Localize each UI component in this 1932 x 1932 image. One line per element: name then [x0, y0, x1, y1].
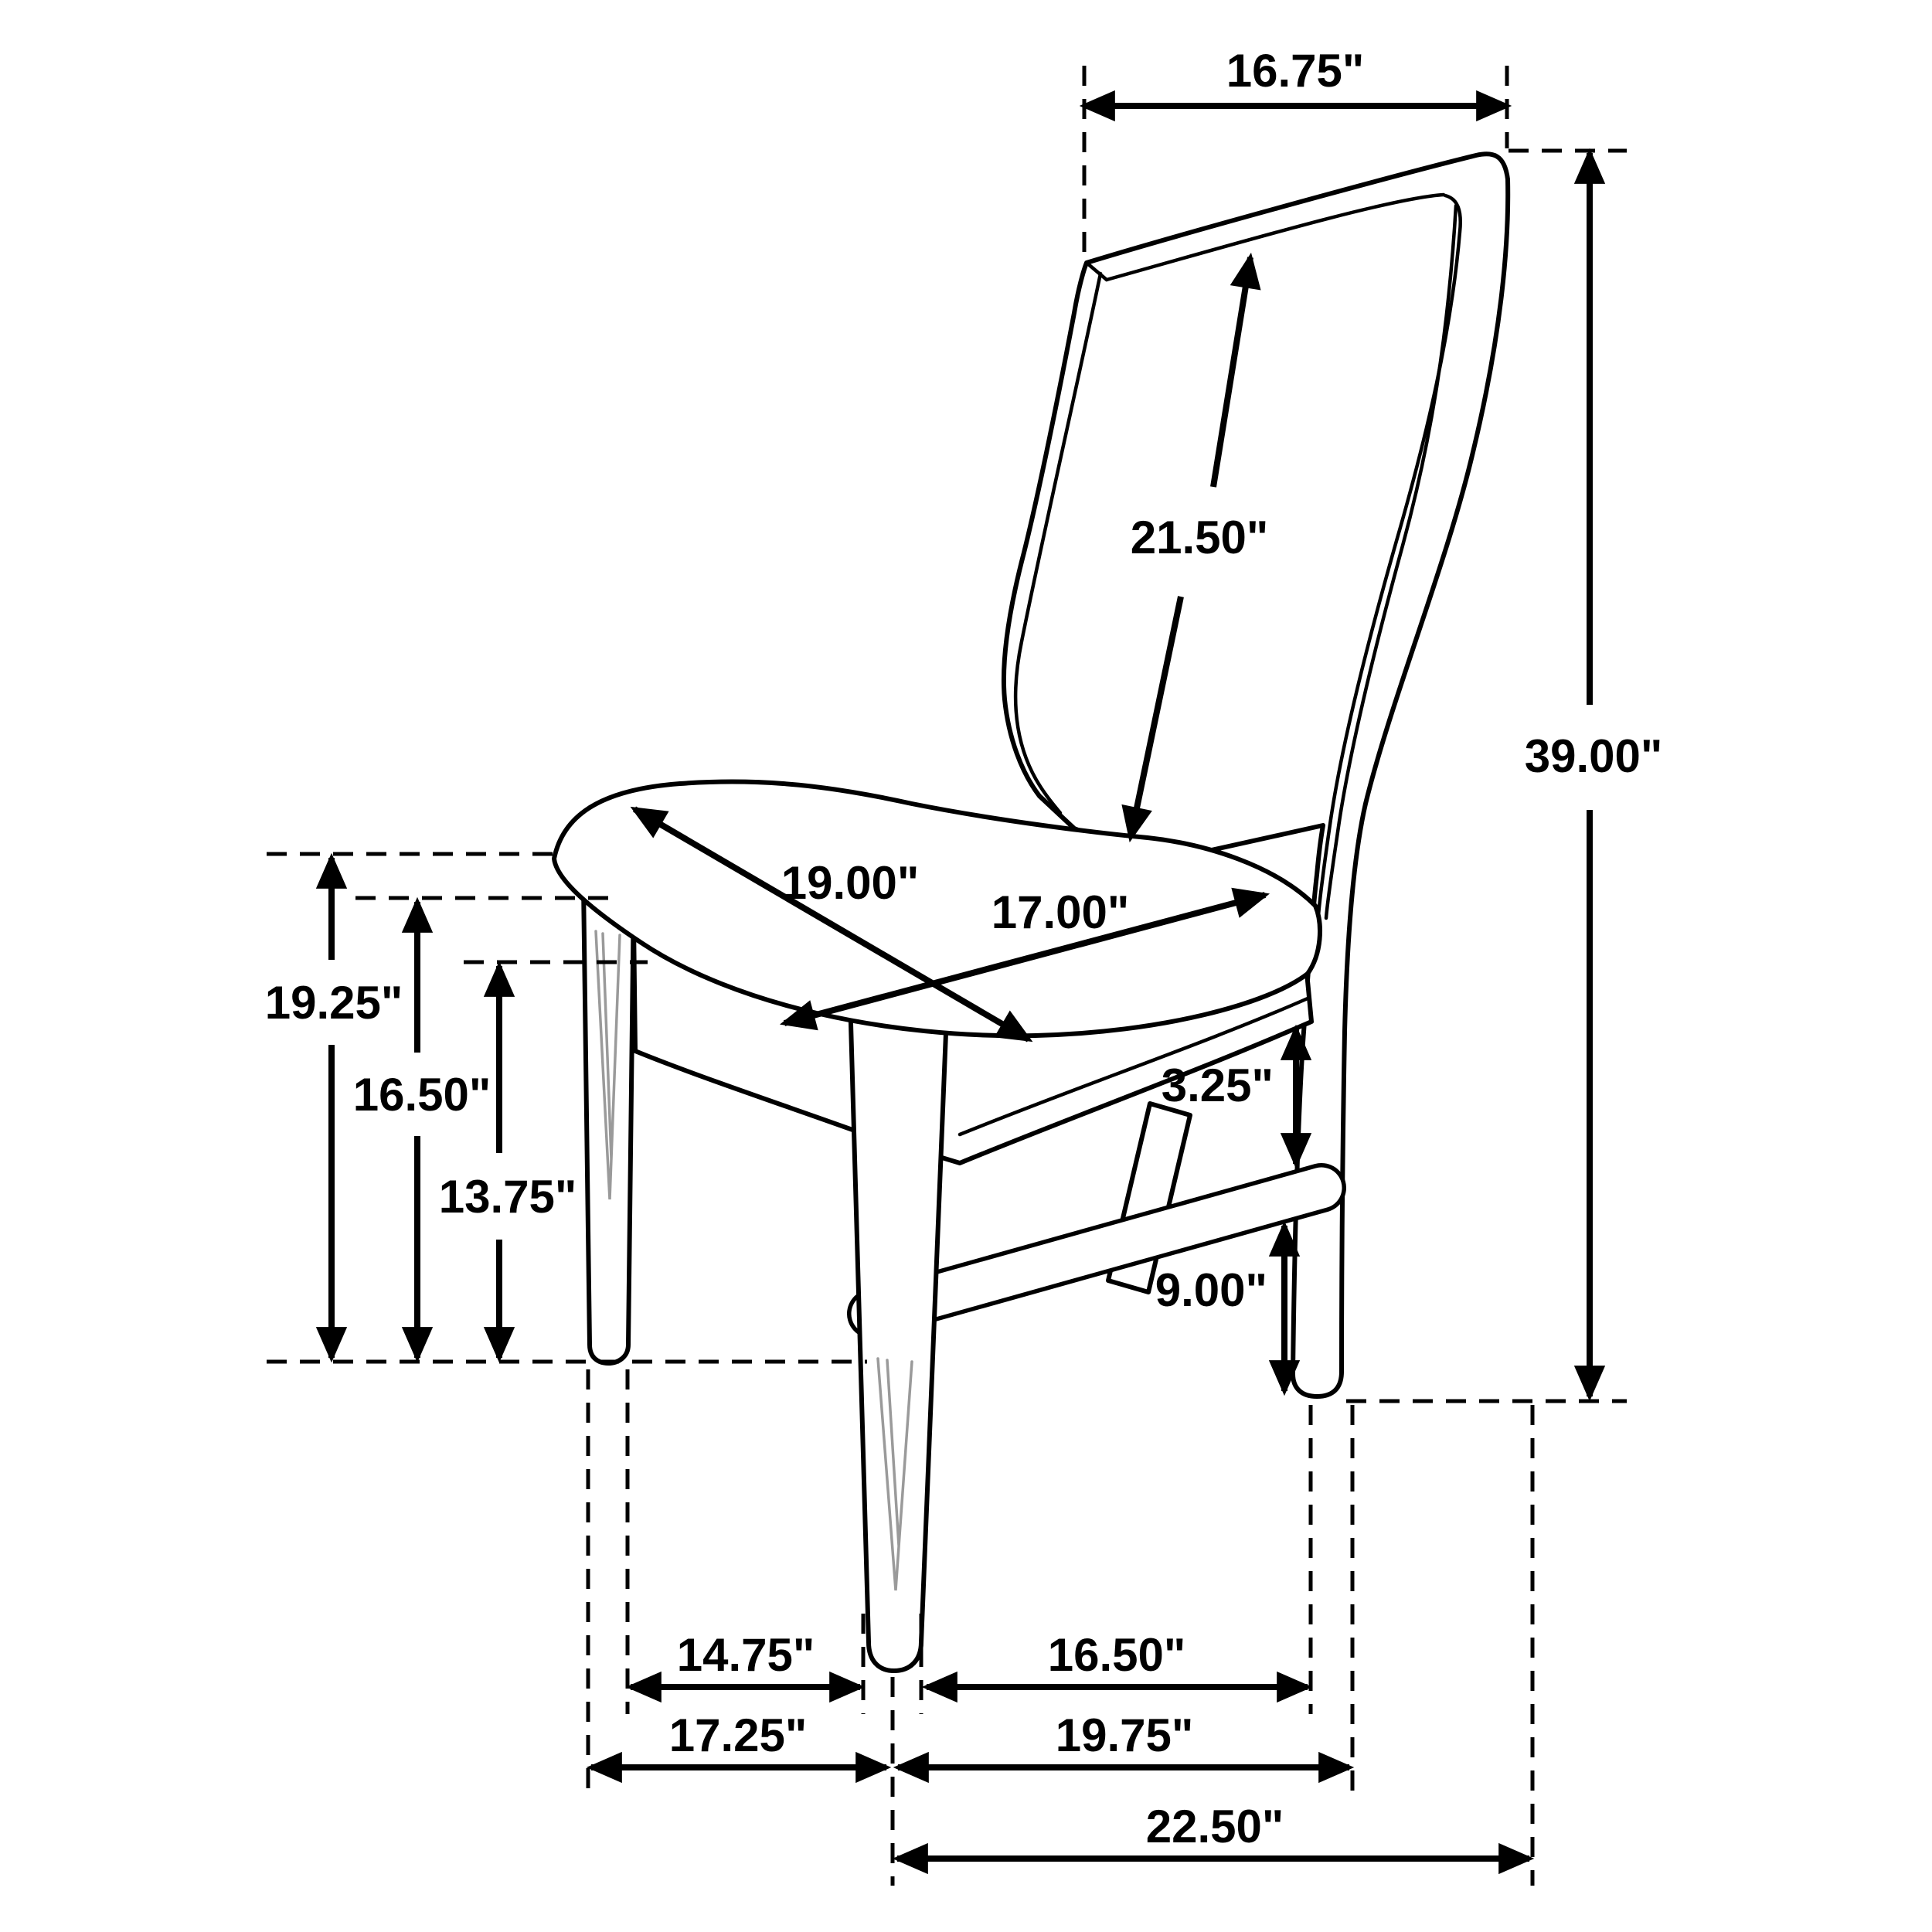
dim-label-overall-height: 39.00" [1524, 730, 1663, 782]
dim-floor-to-apron [439, 966, 577, 1358]
dim-front-to-rear-leg-gap [927, 1629, 1308, 1687]
dim-overall-depth [897, 1801, 1529, 1859]
dim-label-stretcher-to-floor: 9.00" [1155, 1264, 1267, 1316]
dim-label-back-top-width: 16.75" [1226, 45, 1365, 97]
dim-overall-height [1525, 153, 1663, 1396]
dim-label-floor-to-seat-frame: 16.50" [352, 1069, 492, 1121]
dim-label-backrest-height: 21.50" [1130, 512, 1269, 563]
dim-rear-leg-span [898, 1709, 1349, 1767]
dim-front-leg-span [591, 1709, 886, 1767]
dim-label-seat-width: 17.00" [991, 886, 1130, 938]
dim-label-front-leg-gap: 14.75" [676, 1629, 815, 1681]
front-left-leg [583, 885, 634, 1363]
dim-front-leg-gap [631, 1629, 860, 1687]
dim-floor-to-seat-frame [353, 902, 492, 1358]
dim-label-seat-depth: 19.00" [781, 857, 920, 909]
dim-label-overall-depth: 22.50" [1145, 1801, 1284, 1852]
dim-label-floor-to-apron: 13.75" [438, 1171, 577, 1223]
dim-label-front-leg-span: 17.25" [668, 1709, 808, 1761]
dim-label-rear-leg-span: 19.75" [1055, 1709, 1194, 1761]
dim-label-front-to-rear-leg-gap: 16.50" [1047, 1629, 1186, 1681]
dim-back-top-width [1084, 45, 1507, 106]
dim-label-frame-to-stretcher: 3.25" [1161, 1060, 1274, 1111]
dim-label-floor-to-seat-top: 19.25" [264, 977, 403, 1029]
